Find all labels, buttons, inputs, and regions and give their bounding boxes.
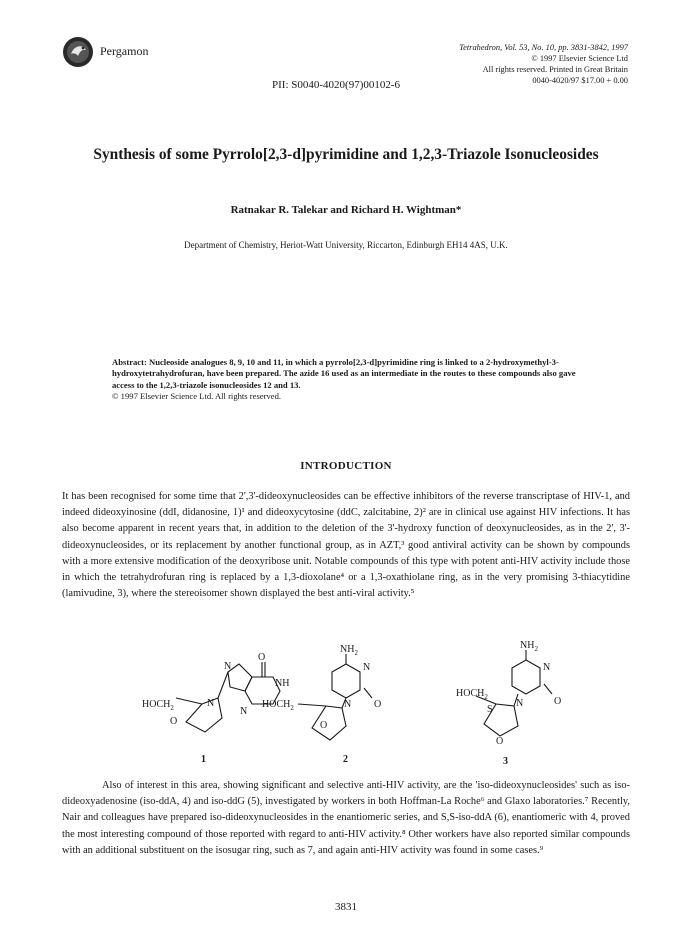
- intro-paragraph-1: It has been recognised for some time that 2',3'-dideoxynucleosides can be effective inhibitors of the reverse transcriptase of HIV-1, and indeed dideoxyinosine (ddI, didanosine, 1)¹ and dideoxycytosine (ddC, zalcitabine, 2)² are in clinical use against HIV infections. It has also become apparent in recent years that, in addition to the deletion of the 3'-hydroxy function of deoxynucleosides, as in the 2', 3'-dideoxynucleosides, or its replacement by another functional group, as in AZT,³ good antiviral activity can be shown by compounds with a more extensive modification of the deoxyribose unit. Notable compounds of this type with potent anti-HIV activity include those in which the tetrahydrofuran ring is replaced by a 1,3-dioxolane⁴ or a 1,3-oxathiolane ring, as in the very promising 3-thiacytidine (lamivudine, 3), where the stereoisomer shown displayed the best anti-viral activity.⁵: [62, 491, 630, 600]
- journal-info: [368, 42, 628, 86]
- journal-citation: Tetrahedron, Vol. 53, No. 10, pp. 3831-3842, 1997: [459, 43, 628, 52]
- s3-ring-oxygen-label: O: [496, 736, 504, 747]
- pergamon-logo: [62, 36, 94, 68]
- s3-n-label-1: N: [543, 662, 551, 673]
- s2-n-label-1: N: [363, 662, 371, 673]
- s2-compound-number: 2: [343, 754, 348, 765]
- s1-n-label-2: N: [207, 698, 215, 709]
- s1-compound-number: 1: [201, 754, 206, 765]
- structure-2-bonds: [298, 654, 372, 740]
- s3-sulfur-label: S: [487, 704, 493, 715]
- s2-hoch2-label: $HOCH_2$: [262, 699, 294, 712]
- s3-nh2-label: $NH_2$: [520, 640, 538, 653]
- intro-paragraph-2: Also of interest in this area, showing significant and selective anti-HIV activity, are the 'iso-dideoxynucleosides' such as iso-dideoxyadenosine (iso-ddA, 4) and iso-ddG (5), investigated by workers in both Hoffman-La Roche⁶ and Glaxo laboratories.⁷ Recently, Nair and colleagues have prepared iso-dideoxynucleosides in the enantiomeric series, and S,S-iso-ddA (6), enantiomeric with 4, proved the most interesting compound of those reported with regard to anti-HIV activity.⁸ Other workers have also reported similar compounds with an additional substituent on the isosugar ring, such as 7, and again anti-HIV activity was found in some cases.⁹: [62, 780, 630, 856]
- article-authors: Ratnakar R. Talekar and Richard H. Wightman*: [230, 204, 462, 216]
- pii-identifier: PII: S0040-4020(97)00102-6: [272, 79, 401, 91]
- s3-hoch2-label: $HOCH_2$: [456, 688, 488, 701]
- abstract-text: Nucleoside analogues 8, 9, 10 and 11, in which a pyrrolo[2,3-d]pyrimidine ring is linked to a 2-hydroxymethyl-3-hydroxytetrahydrofuran, have been prepared. The azide 16 used as an intermediate in the routes to these compounds also gave access to the 1,2,3-triazole isonucleosides 12 and 13.: [112, 357, 576, 390]
- s2-n-label-2: N: [344, 699, 352, 710]
- s3-n-label-2: N: [516, 698, 524, 709]
- structure-1-bonds: [176, 662, 280, 732]
- section-heading: INTRODUCTION: [300, 460, 392, 472]
- structures-figure: [0, 640, 692, 770]
- s1-n-label-1: N: [224, 661, 232, 672]
- s3-compound-number: 3: [503, 756, 508, 767]
- journal-rights: All rights reserved. Printed in Great Britain: [482, 65, 628, 74]
- s2-ring-oxygen-label: O: [320, 720, 328, 731]
- journal-copyright: © 1997 Elsevier Science Ltd: [531, 54, 628, 63]
- s1-hoch2-label: $HOCH_2$: [142, 699, 174, 712]
- s2-oxygen-label: O: [374, 699, 382, 710]
- publisher-name: Pergamon: [100, 44, 149, 58]
- s2-nh2-label: $NH_2$: [340, 644, 358, 657]
- abstract-label: Abstract:: [112, 357, 147, 367]
- page-number: 3831: [335, 901, 357, 913]
- s1-nh-label: NH: [275, 678, 290, 689]
- s1-ring-oxygen-label: O: [170, 716, 178, 727]
- s3-oxygen-label: O: [554, 696, 562, 707]
- s1-n-label-3: N: [240, 706, 248, 717]
- s1-oxygen-label: O: [258, 652, 266, 663]
- author-affiliation: Department of Chemistry, Heriot-Watt University, Riccarton, Edinburgh EH14 4AS, U.K.: [184, 240, 508, 250]
- abstract: [112, 357, 592, 403]
- abstract-copyright: © 1997 Elsevier Science Ltd. All rights reserved.: [112, 391, 282, 402]
- journal-price: 0040-4020/97 $17.00 + 0.00: [532, 76, 628, 85]
- article-title: Synthesis of some Pyrrolo[2,3-d]pyrimidine and 1,2,3-Triazole Isonucleosides: [93, 146, 599, 163]
